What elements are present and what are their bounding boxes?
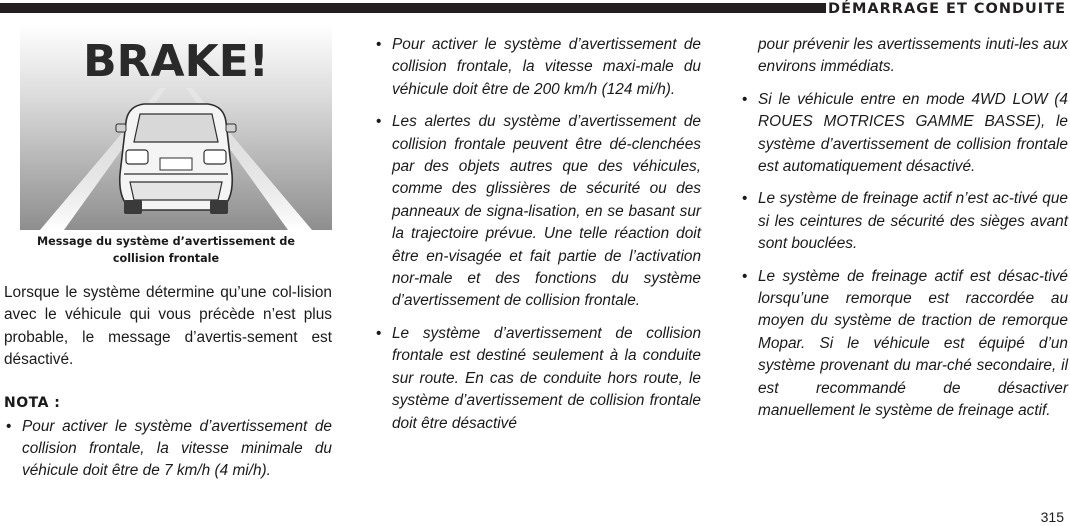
nota-label: NOTA : <box>4 394 61 411</box>
list-item-text: Les alertes du système d’avertissement de collision frontale peuvent être dé-clenchées par des objets autres que des véhicules, comme des glissières de sécurité ou des panneaux de signa-lisation, en se basant sur la trajectoire prévue. Une telle réaction doit être en-visagée et fait partie de l’activation nor-male et des fonctions du système d’avertissement de collision frontale. <box>392 113 701 310</box>
bullet-glyph: • <box>742 90 748 108</box>
bullet-glyph: • <box>376 324 382 342</box>
left-column <box>4 282 332 493</box>
list-item-text: Pour activer le système d’avertissement de collision frontale, la vitesse maxi-male du véhicule doit être de 200 km/h (124 mi/h). <box>392 36 701 98</box>
intro-paragraph: Lorsque le système détermine qu’une col-lision avec le véhicule qui vous précède n’est plus probable, le message d’avertis-sement est désactivé. <box>4 284 332 369</box>
bullet-glyph: • <box>376 113 382 131</box>
brake-alert-text: BRAKE! <box>83 36 269 87</box>
list-item <box>4 416 332 483</box>
list-item <box>740 89 1068 179</box>
bullet-glyph: • <box>376 36 382 53</box>
vehicle-rear-view-icon <box>20 24 332 230</box>
list-item-text: Le système de freinage actif n’est ac-tivé que si les ceintures de sécurité des sièges avant sont bouclées. <box>758 190 1068 253</box>
middle-list <box>374 34 701 435</box>
caption-line-2: collision frontale <box>112 252 220 265</box>
running-header: DÉMARRAGE ET CONDUITE <box>828 1 1066 17</box>
list-item <box>374 34 701 101</box>
list-item <box>374 323 701 435</box>
list-item-text: Si le véhicule entre en mode 4WD LOW (4 ROUES MOTRICES GAMME BASSE), le système d’avertissement de collision frontale est automatiquement désactivé. <box>758 90 1068 176</box>
right-column <box>740 34 1068 433</box>
list-item-text: Le système d’avertissement de collision frontale est destiné seulement à la conduite sur route. En cas de conduite hors route, le système d’avertissement de collision frontale doit être désactivé <box>392 324 701 432</box>
nota-list <box>4 416 332 483</box>
car-silhouette <box>116 104 236 214</box>
list-item <box>740 266 1068 423</box>
bullet-glyph: • <box>6 417 12 435</box>
list-item-text: Le système de freinage actif est désac-tivé lorsqu’une remorque est raccordée au moyen du système de traction de remorque Mopar. Si le véhicule est équipé d’un système provenant du mar-ché secondaire, il est recommandé de désactiver manuellement le système de freinage actif. <box>758 267 1068 420</box>
list-item <box>740 188 1068 255</box>
middle-column <box>374 34 701 445</box>
bullet-glyph: • <box>742 267 748 285</box>
header-rule <box>0 3 826 13</box>
bullet-glyph: • <box>742 190 748 208</box>
list-item-text: Pour activer le système d’avertissement de collision frontale, la vitesse minimale du véhicule doit être de 7 km/h (4 mi/h). <box>22 417 332 480</box>
right-list <box>740 89 1068 423</box>
figure-caption <box>4 233 328 267</box>
page-number: 315 <box>1040 509 1064 525</box>
brake-warning-figure <box>20 24 332 230</box>
list-item <box>374 111 701 313</box>
continued-text: pour prévenir les avertissements inuti-les aux environs immédiats. <box>758 36 1068 76</box>
caption-line-1: Message du système d’avertissement de <box>37 235 295 248</box>
